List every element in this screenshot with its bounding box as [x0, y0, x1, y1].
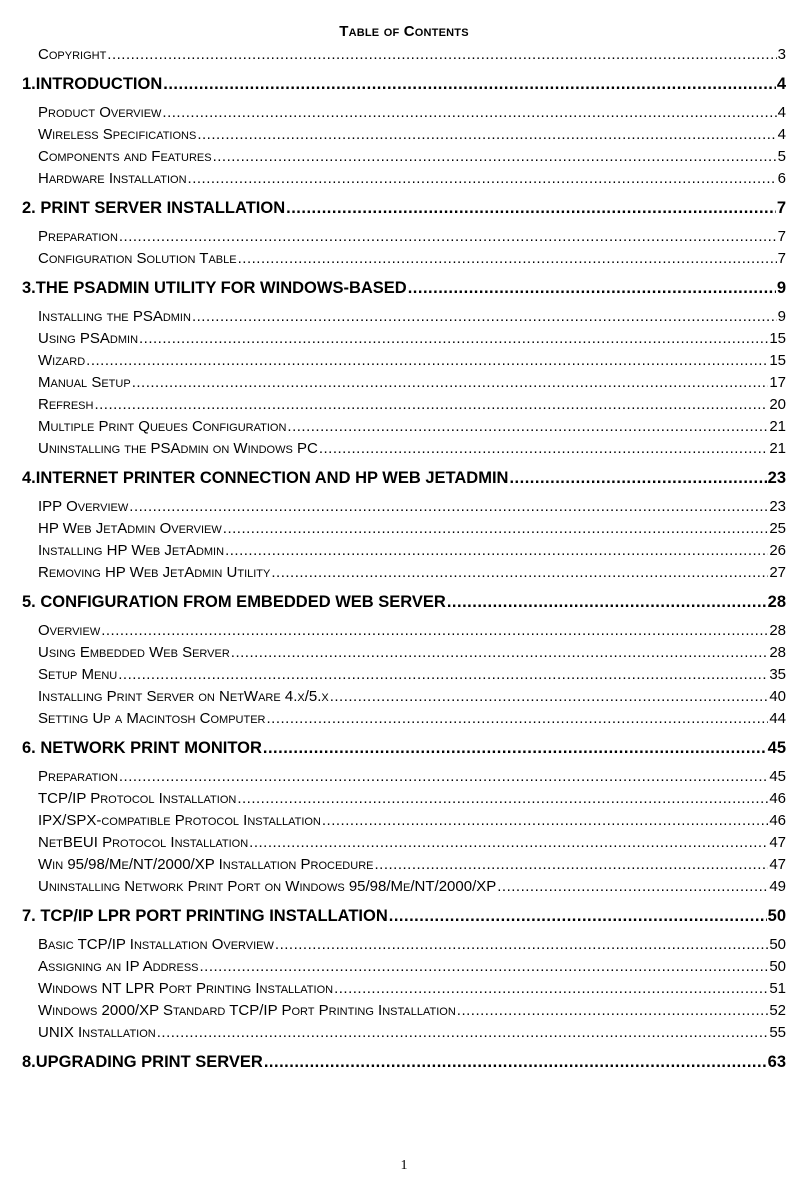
dot-leader [132, 372, 769, 394]
toc-entry-page: 63 [767, 1053, 786, 1071]
toc-entry-label: Wireless Specifications [38, 126, 197, 143]
toc-entry-page: 47 [769, 834, 786, 851]
toc-entry-page: 23 [767, 469, 786, 487]
toc-entry-page: 9 [777, 308, 786, 325]
dot-leader [263, 736, 767, 760]
toc-entry-label: 5. CONFIGURATION FROM EMBEDDED WEB SERVER [22, 593, 446, 611]
dot-leader [157, 1022, 769, 1044]
toc-entry-page: 21 [769, 440, 786, 457]
dot-leader [223, 518, 769, 540]
toc-section-entry[interactable] [22, 788, 786, 810]
dot-leader [457, 1000, 769, 1022]
toc-entry-label: Configuration Solution Table [38, 250, 237, 267]
toc-chapter-entry[interactable] [22, 72, 786, 96]
toc-entry-label: NetBEUI Protocol Installation [38, 834, 249, 851]
toc-entry-label: 8.UPGRADING PRINT SERVER [22, 1053, 263, 1071]
toc-entry-page: 45 [769, 768, 786, 785]
dot-leader [286, 196, 776, 220]
toc-section-entry[interactable] [22, 124, 786, 146]
toc-entry-label: 7. TCP/IP LPR PORT PRINTING INSTALLATION [22, 907, 388, 925]
toc-entry-label: 6. NETWORK PRINT MONITOR [22, 739, 262, 757]
toc-section-entry[interactable] [22, 708, 786, 730]
toc-entry-label: HP Web JetAdmin Overview [38, 520, 222, 537]
dot-leader [264, 1050, 767, 1074]
toc-entry-page: 4 [777, 126, 786, 143]
toc-section-entry[interactable] [22, 1022, 786, 1044]
dot-leader [192, 306, 777, 328]
toc-section-entry[interactable] [22, 854, 786, 876]
toc-entry-label: 1.INTRODUCTION [22, 75, 163, 93]
toc-entry-label: Setting Up a Macintosh Computer [38, 710, 266, 727]
toc-entry-page: 5 [777, 148, 786, 165]
toc-entry-label: Using PSAdmin [38, 330, 139, 347]
toc-entry-page: 44 [769, 710, 786, 727]
dot-leader [129, 496, 768, 518]
toc-entry-label: Basic TCP/IP Installation Overview [38, 936, 274, 953]
toc-section-entry[interactable] [22, 328, 786, 350]
toc-entry-page: 23 [769, 498, 786, 515]
toc-entry-label: Installing the PSAdmin [38, 308, 191, 325]
dot-leader [94, 394, 768, 416]
toc-section-entry[interactable] [22, 956, 786, 978]
toc-entry-page: 17 [769, 374, 786, 391]
dot-leader [225, 540, 768, 562]
toc-entry-label: Components and Features [38, 148, 212, 165]
toc-entry-page: 45 [767, 739, 786, 757]
toc-entry-label: 3.THE PSADMIN UTILITY FOR WINDOWS-BASED [22, 279, 407, 297]
toc-section-entry[interactable] [22, 306, 786, 328]
toc-entry-label: UNIX Installation [38, 1024, 156, 1041]
toc-section-entry[interactable] [22, 226, 786, 248]
page-title: Table of Contents [339, 23, 469, 40]
toc-entry-page: 51 [769, 980, 786, 997]
toc-entry-label: Installing HP Web JetAdmin [38, 542, 225, 559]
dot-leader [139, 328, 768, 350]
dot-leader [237, 788, 768, 810]
dot-leader [231, 642, 769, 664]
dot-leader [447, 590, 767, 614]
toc-entry-page: 46 [769, 790, 786, 807]
toc-section-entry[interactable] [22, 438, 786, 460]
table-of-contents [22, 44, 786, 1080]
toc-entry-label: Wizard [38, 352, 86, 369]
toc-entry-page: 7 [777, 250, 786, 267]
dot-leader [118, 664, 768, 686]
toc-entry-label: Refresh [38, 396, 94, 413]
dot-leader [497, 876, 768, 898]
toc-entry-page: 28 [769, 644, 786, 661]
dot-leader [334, 978, 768, 1000]
toc-section-entry[interactable] [22, 978, 786, 1000]
toc-entry-page: 27 [769, 564, 786, 581]
toc-entry-label: Setup Menu [38, 666, 118, 683]
toc-section-entry[interactable] [22, 496, 786, 518]
dot-leader [322, 810, 768, 832]
toc-chapter-entry[interactable] [22, 276, 786, 300]
dot-leader [188, 168, 777, 190]
toc-section-entry[interactable] [22, 102, 786, 124]
toc-section-entry[interactable] [22, 44, 786, 66]
toc-chapter-entry[interactable] [22, 904, 786, 928]
toc-section-entry[interactable] [22, 146, 786, 168]
toc-entry-label: Product Overview [38, 104, 162, 121]
dot-leader [249, 832, 768, 854]
toc-section-entry[interactable] [22, 394, 786, 416]
toc-entry-label: IPX/SPX-compatible Protocol Installation [38, 812, 321, 829]
dot-leader [119, 226, 777, 248]
toc-section-entry[interactable] [22, 350, 786, 372]
toc-entry-label: Windows NT LPR Port Printing Installation [38, 980, 334, 997]
dot-leader [162, 102, 776, 124]
toc-section-entry[interactable] [22, 248, 786, 270]
toc-entry-label: Uninstalling Network Print Port on Windows 95/98/Me/NT/2000/XP [38, 878, 497, 895]
toc-entry-label: Overview [38, 622, 101, 639]
toc-entry-label: Preparation [38, 228, 118, 245]
dot-leader [509, 466, 766, 490]
toc-section-entry[interactable] [22, 810, 786, 832]
toc-chapter-entry[interactable] [22, 466, 786, 490]
toc-entry-page: 7 [776, 199, 786, 217]
dot-leader [330, 686, 769, 708]
toc-entry-label: Preparation [38, 768, 118, 785]
toc-entry-page: 26 [769, 542, 786, 559]
toc-section-entry[interactable] [22, 540, 786, 562]
toc-entry-page: 49 [769, 878, 786, 895]
toc-entry-page: 7 [777, 228, 786, 245]
toc-entry-page: 25 [769, 520, 786, 537]
dot-leader [266, 708, 768, 730]
toc-entry-page: 50 [767, 907, 786, 925]
toc-entry-label: Uninstalling the PSAdmin on Windows PC [38, 440, 318, 457]
toc-entry-label: Manual Setup [38, 374, 131, 391]
dot-leader [200, 956, 769, 978]
dot-leader [163, 72, 776, 96]
toc-chapter-entry[interactable] [22, 1050, 786, 1074]
dot-leader [408, 276, 776, 300]
toc-entry-page: 4 [777, 104, 786, 121]
toc-chapter-entry[interactable] [22, 196, 786, 220]
toc-entry-page: 55 [769, 1024, 786, 1041]
toc-entry-label: Multiple Print Queues Configuration [38, 418, 287, 435]
toc-entry-label: Win 95/98/Me/NT/2000/XP Installation Procedure [38, 856, 374, 873]
toc-entry-page: 50 [769, 936, 786, 953]
dot-leader [389, 904, 767, 928]
toc-section-entry[interactable] [22, 1000, 786, 1022]
toc-chapter-entry[interactable] [22, 736, 786, 760]
dot-leader [374, 854, 768, 876]
dot-leader [238, 248, 777, 270]
toc-entry-label: IPP Overview [38, 498, 129, 515]
dot-leader [197, 124, 776, 146]
toc-entry-page: 9 [776, 279, 786, 297]
toc-section-entry[interactable] [22, 620, 786, 642]
dot-leader [86, 350, 768, 372]
toc-entry-label: Hardware Installation [38, 170, 187, 187]
toc-entry-label: 4.INTERNET PRINTER CONNECTION AND HP WEB JETADMIN [22, 469, 509, 487]
toc-section-entry[interactable] [22, 642, 786, 664]
dot-leader [319, 438, 768, 460]
toc-entry-page: 6 [777, 170, 786, 187]
toc-section-entry[interactable] [22, 876, 786, 898]
toc-section-entry[interactable] [22, 518, 786, 540]
dot-leader [213, 146, 777, 168]
toc-entry-page: 20 [769, 396, 786, 413]
toc-entry-label: 2. PRINT SERVER INSTALLATION [22, 199, 286, 217]
toc-entry-label: Copyright [38, 46, 107, 63]
dot-leader [107, 44, 776, 66]
page-number-footer: 1 [400, 1158, 408, 1173]
toc-entry-label: Installing Print Server on NetWare 4.x/5.x [38, 688, 329, 705]
toc-entry-label: TCP/IP Protocol Installation [38, 790, 237, 807]
toc-section-entry[interactable] [22, 766, 786, 788]
toc-entry-label: Assigning an IP Address [38, 958, 199, 975]
toc-section-entry[interactable] [22, 562, 786, 584]
toc-entry-page: 35 [769, 666, 786, 683]
toc-section-entry[interactable] [22, 664, 786, 686]
toc-entry-page: 50 [769, 958, 786, 975]
toc-entry-label: Removing HP Web JetAdmin Utility [38, 564, 271, 581]
toc-entry-page: 40 [769, 688, 786, 705]
dot-leader [119, 766, 768, 788]
dot-leader [287, 416, 768, 438]
dot-leader [271, 562, 768, 584]
toc-entry-page: 46 [769, 812, 786, 829]
toc-entry-page: 52 [769, 1002, 786, 1019]
toc-chapter-entry[interactable] [22, 590, 786, 614]
toc-entry-page: 4 [776, 75, 786, 93]
toc-entry-page: 47 [769, 856, 786, 873]
toc-entry-page: 15 [769, 352, 786, 369]
dot-leader [101, 620, 768, 642]
toc-entry-page: 28 [767, 593, 786, 611]
toc-entry-label: Windows 2000/XP Standard TCP/IP Port Printing Installation [38, 1002, 456, 1019]
toc-section-entry[interactable] [22, 832, 786, 854]
toc-section-entry[interactable] [22, 372, 786, 394]
dot-leader [275, 934, 768, 956]
toc-entry-page: 28 [769, 622, 786, 639]
toc-entry-page: 21 [769, 418, 786, 435]
toc-section-entry[interactable] [22, 416, 786, 438]
toc-entry-label: Using Embedded Web Server [38, 644, 230, 661]
toc-section-entry[interactable] [22, 686, 786, 708]
toc-entry-page: 3 [777, 46, 786, 63]
toc-section-entry[interactable] [22, 934, 786, 956]
toc-entry-page: 15 [769, 330, 786, 347]
toc-section-entry[interactable] [22, 168, 786, 190]
